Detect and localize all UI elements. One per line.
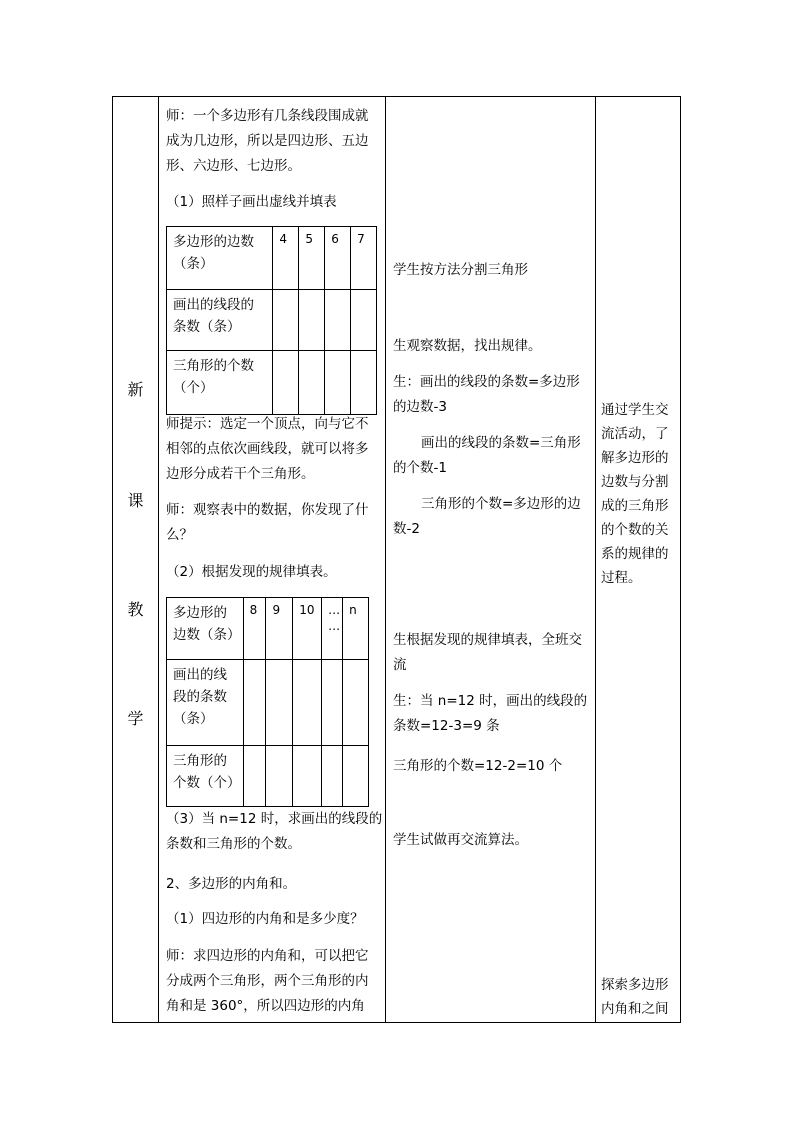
- table2-header-label: 多边形的 边数（条）: [167, 598, 244, 660]
- intro-line: 师：一个多边形有几条线段围成就: [166, 108, 369, 124]
- task2-text: （2）根据发现的规律填表。: [166, 564, 337, 580]
- explain-line: 师：求四边形的内角和，可以把它: [166, 948, 369, 964]
- section-label-column: [113, 97, 158, 1022]
- explain-line: 分成两个三角形，两个三角形的内: [166, 973, 369, 989]
- table1-header-value: 5: [299, 227, 325, 290]
- hint-line: 边形分成若干个三角形。: [166, 466, 315, 482]
- table1-cell: [273, 351, 299, 415]
- polygon-table-2: [166, 597, 369, 807]
- student-text: 学生试做再交流算法。: [393, 832, 528, 848]
- table2-header-value: 8: [243, 598, 266, 660]
- table2-cell: [322, 746, 343, 807]
- table1-cell: [273, 290, 299, 351]
- table2-row-label: 画出的线 段的条数 （条）: [167, 660, 244, 746]
- table2-header-value: 10: [293, 598, 322, 660]
- table2-header-value: 9: [266, 598, 293, 660]
- intent-line: 过程。: [601, 570, 642, 586]
- explain-line: 角和是 360°，所以四边形的内角: [166, 998, 365, 1014]
- section-label-char: 课: [127, 491, 144, 510]
- table1-cell: [299, 290, 325, 351]
- student-text: 条数=12-3=9 条: [393, 718, 500, 734]
- intent-line: 成的三角形: [601, 498, 669, 514]
- table2-cell: [293, 660, 322, 746]
- table2-cell: [243, 660, 266, 746]
- section2-heading: 2、多边形的内角和。: [166, 876, 297, 892]
- section-label-char: 教: [127, 600, 144, 619]
- table1-header-value: 6: [325, 227, 351, 290]
- student-text: 生观察数据，找出规律。: [393, 338, 542, 354]
- teacher-activity-column: [158, 97, 385, 1022]
- intent-line: 解多边形的: [601, 450, 669, 466]
- table2-header-value: … …: [322, 598, 343, 660]
- table1-cell: [325, 351, 351, 415]
- student-text: 数-2: [393, 521, 420, 537]
- table2-cell: [322, 660, 343, 746]
- table2-cell: [266, 746, 293, 807]
- table2-cell: [343, 746, 369, 807]
- lesson-plan-table: [112, 96, 681, 1023]
- student-text: 画出的线段的条数=三角形: [421, 435, 581, 451]
- table2-cell: [243, 746, 266, 807]
- table1-row-label: 画出的线段的 条数（条）: [167, 290, 273, 351]
- table2-header-value: n: [343, 598, 369, 660]
- section-label-char: 学: [127, 709, 144, 728]
- table2-cell: [343, 660, 369, 746]
- question-line: 师：观察表中的数据，你发现了什: [166, 502, 369, 518]
- student-text: 生：当 n=12 时，画出的线段的: [393, 693, 588, 709]
- intent-line: 通过学生交: [601, 402, 669, 418]
- intent-line: 的个数的关: [601, 522, 669, 538]
- table1-header-label: 多边形的边数 （条）: [167, 227, 273, 290]
- intent-line: 系的规律的: [601, 546, 669, 562]
- table1-cell: [351, 351, 377, 415]
- table2-row-label: 三角形的 个数（个）: [167, 746, 244, 807]
- table1-cell: [351, 290, 377, 351]
- intro-line: 形、六边形、七边形。: [166, 158, 301, 174]
- table1-row-label: 三角形的个数 （个）: [167, 351, 273, 415]
- table1-cell: [299, 351, 325, 415]
- student-text: 的边数-3: [393, 399, 447, 415]
- task4-text: （1）四边形的内角和是多少度？: [166, 911, 364, 927]
- polygon-table-1: [166, 226, 377, 415]
- task3-line: 条数和三角形的个数。: [166, 836, 301, 852]
- table1-cell: [325, 290, 351, 351]
- intent-line: 流活动，了: [601, 426, 669, 442]
- hint-line: 相邻的点依次画线段，就可以将多: [166, 441, 369, 457]
- student-text: 学生按方法分割三角形: [393, 262, 528, 278]
- design-intent-column: [595, 97, 682, 1022]
- task1-text: （1）照样子画出虚线并填表: [166, 194, 337, 210]
- table2-cell: [293, 746, 322, 807]
- intent-line: 探索多边形: [601, 977, 669, 993]
- student-text: 生根据发现的规律填表，全班交: [393, 632, 582, 648]
- student-text: 三角形的个数=12-2=10 个: [393, 758, 563, 774]
- task3-line: （3）当 n=12 时，求画出的线段的: [166, 811, 383, 827]
- student-text: 生：画出的线段的条数=多边形: [393, 374, 580, 390]
- student-text: 三角形的个数=多边形的边: [421, 496, 581, 512]
- student-text: 流: [393, 657, 407, 673]
- table2-cell: [266, 660, 293, 746]
- intent-line: 内角和之间: [601, 1001, 669, 1017]
- section-label-char: 新: [127, 380, 144, 399]
- intent-line: 边数与分割: [601, 474, 669, 490]
- table1-header-value: 7: [351, 227, 377, 290]
- question-line: 么？: [166, 527, 193, 543]
- intro-line: 成为几边形，所以是四边形、五边: [166, 133, 369, 149]
- student-text: 的个数-1: [393, 460, 447, 476]
- student-activity-column: [385, 97, 595, 1022]
- hint-line: 师提示：选定一个顶点，向与它不: [166, 416, 369, 432]
- table1-header-value: 4: [273, 227, 299, 290]
